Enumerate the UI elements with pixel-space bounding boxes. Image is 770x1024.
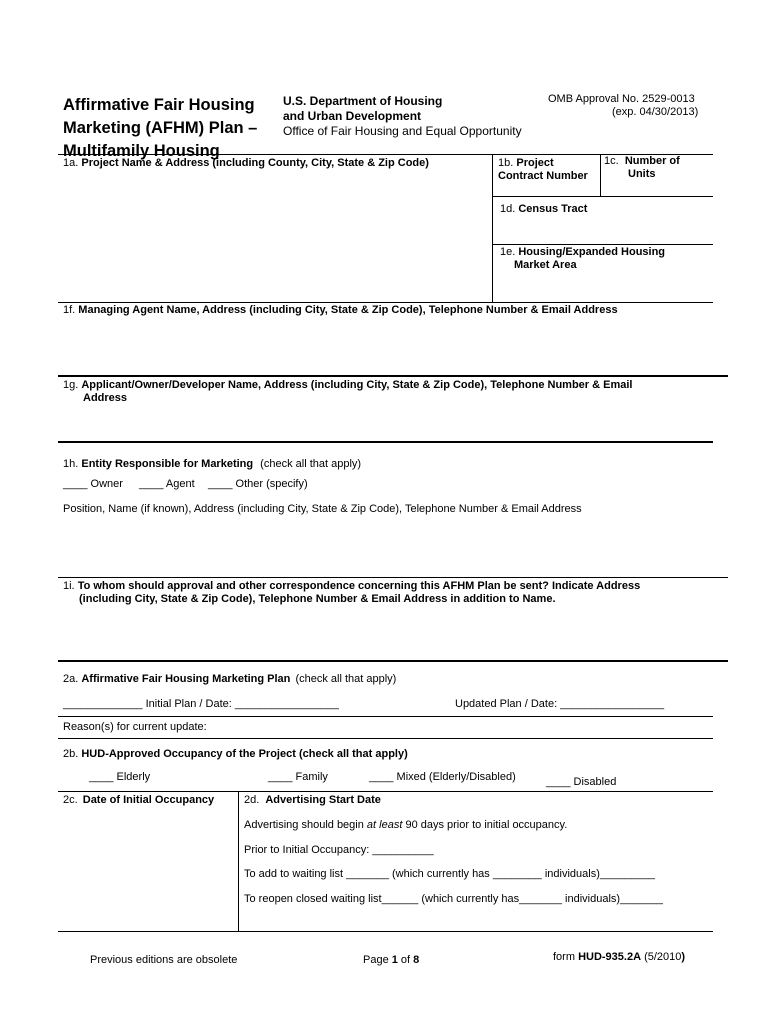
advertising-note (244, 819, 567, 831)
label-1b-num: 1b. (498, 157, 514, 169)
option-family[interactable]: ____ Family (268, 771, 328, 783)
office-name: Office of Fair Housing and Equal Opportunity (283, 124, 522, 138)
label-2c: Date of Initial Occupancy (82, 794, 215, 806)
footer-page-total: 8 (413, 954, 420, 966)
label-1d: Census Tract (518, 203, 588, 215)
footer-form-pre: form (553, 951, 579, 963)
option-mixed[interactable]: ____ Mixed (Elderly/Disabled) (369, 771, 516, 783)
label-1a: Project Name & Address (including County, City, State & Zip Code) (81, 157, 429, 169)
label-1e-line2: Market Area (514, 259, 577, 271)
field-1f-managing-agent[interactable] (63, 304, 618, 316)
option-owner[interactable]: ____ Owner (63, 478, 123, 490)
label-2a-num: 2a. (63, 673, 79, 685)
label-1f-num: 1f. (63, 304, 76, 316)
advertising-note-em: at least (366, 819, 403, 831)
field-2c-initial-occupancy[interactable] (63, 794, 214, 806)
label-1i-line1: To whom should approval and other correspondence concerning this AFHM Plan be sent? Indicate Address (77, 580, 641, 592)
label-2b-num: 2b. (63, 748, 79, 760)
rule-1e-1f (58, 302, 713, 303)
label-1i-line2: (including City, State & Zip Code), Telephone Number & Email Address in addition to Name. (79, 593, 556, 605)
footer-page-mid: of (397, 954, 414, 966)
label-1g-line2: Address (83, 392, 128, 404)
field-1d-census-tract[interactable] (500, 203, 587, 215)
label-1a-num: 1a. (63, 157, 79, 169)
label-2a-row (63, 673, 396, 685)
label-1h-note: (check all that apply) (260, 458, 362, 470)
omb-expiration: (exp. 04/30/2013) (612, 106, 699, 118)
rule-1g-1h (58, 441, 713, 443)
footer-page-current: 1 (391, 954, 398, 966)
advertising-note-post: 90 days prior to initial occupancy. (402, 819, 568, 831)
label-2d-num: 2d. (244, 794, 260, 806)
field-add-waiting-list[interactable]: To add to waiting list _______ (which currently has ________ individuals)_________ (244, 868, 655, 880)
rule-plan-reasons (58, 716, 713, 717)
label-1b-line2: Contract Number (498, 170, 588, 182)
rule-1f-1g (58, 375, 728, 377)
dept-line2: and Urban Development (283, 109, 422, 123)
field-1h-position[interactable]: Position, Name (if known), Address (including City, State & Zip Code), Telephone Number & Email Address (63, 503, 582, 515)
divider-1b-1c (600, 154, 601, 196)
label-1c-num: 1c. (604, 155, 619, 167)
label-2b: HUD-Approved Occupancy of the Project (check all that apply) (81, 748, 408, 760)
rule-1b-1d (492, 196, 713, 197)
footer-obsolete: Previous editions are obsolete (90, 954, 238, 966)
field-1a-project-name[interactable] (63, 157, 429, 169)
form-title (63, 94, 257, 163)
label-2a: Affirmative Fair Housing Marketing Plan (81, 673, 291, 685)
label-1c-line2: Units (628, 168, 656, 180)
form-title-line3: Multifamily Housing (63, 142, 220, 160)
label-1b-line1: Project (516, 157, 554, 169)
rule-1i-2a (58, 660, 728, 662)
footer-form-number: HUD-935.2A (578, 951, 642, 963)
label-1h: Entity Responsible for Marketing (81, 458, 254, 470)
form-title-line2: Marketing (AFHM) Plan – (63, 119, 258, 137)
label-1h-num: 1h. (63, 458, 79, 470)
rule-footer (58, 931, 713, 932)
advertising-note-pre: Advertising should begin (244, 819, 367, 831)
field-1g-applicant-owner[interactable] (63, 379, 632, 405)
field-1i-correspondence[interactable] (63, 580, 640, 606)
label-1f: Managing Agent Name, Address (including City, State & Zip Code), Telephone Number & Email Address (78, 304, 618, 316)
label-1i-num: 1i. (63, 580, 75, 592)
option-other[interactable]: ____ Other (specify) (208, 478, 308, 490)
footer-form-date: (5/2010 (641, 951, 682, 963)
field-1b-contract-number[interactable] (498, 157, 588, 183)
footer-form-paren: ) (681, 951, 686, 963)
field-initial-plan[interactable]: _____________ Initial Plan / Date: _________________ (63, 698, 339, 710)
field-reopen-waiting-list[interactable]: To reopen closed waiting list______ (which currently has_______ individuals)_______ (244, 893, 663, 905)
label-1g-line1: Applicant/Owner/Developer Name, Address (including City, State & Zip Code), Telephone Number & Email (81, 379, 633, 391)
rule-2b-2c (58, 791, 713, 792)
label-1g-num: 1g. (63, 379, 79, 391)
rule-reasons-2b (58, 738, 713, 739)
label-2d-row (244, 794, 381, 806)
label-1e-line1: Housing/Expanded Housing (518, 246, 666, 258)
label-1c-line1: Number of (624, 155, 680, 167)
field-1c-number-of-units[interactable] (604, 155, 680, 181)
footer-form-id (553, 951, 685, 963)
option-elderly[interactable]: ____ Elderly (89, 771, 151, 783)
label-1e-num: 1e. (500, 246, 516, 258)
label-2a-note: (check all that apply) (295, 673, 397, 685)
label-1d-num: 1d. (500, 203, 516, 215)
field-1e-market-area[interactable] (500, 246, 665, 272)
divider-1a-1b (492, 154, 493, 302)
field-updated-plan[interactable]: Updated Plan / Date: _________________ (455, 698, 665, 710)
divider-2c-2d (238, 791, 239, 931)
field-prior-occupancy[interactable]: Prior to Initial Occupancy: __________ (244, 844, 434, 856)
label-2d: Advertising Start Date (265, 794, 381, 806)
footer-page-number (363, 954, 419, 966)
label-2b-row (63, 748, 408, 760)
label-1h-row (63, 458, 361, 470)
option-agent[interactable]: ____ Agent (139, 478, 195, 490)
rule-1h-1i (58, 577, 728, 578)
option-disabled[interactable]: ____ Disabled (546, 776, 617, 788)
label-2c-num: 2c. (63, 794, 78, 806)
dept-line1: U.S. Department of Housing (283, 94, 443, 108)
field-reasons-update[interactable]: Reason(s) for current update: (63, 721, 207, 733)
rule-1d-1e (492, 244, 713, 245)
form-title-line1: Affirmative Fair Housing (63, 96, 255, 114)
footer-page-pre: Page (363, 954, 392, 966)
omb-approval: OMB Approval No. 2529-0013 (548, 93, 695, 105)
